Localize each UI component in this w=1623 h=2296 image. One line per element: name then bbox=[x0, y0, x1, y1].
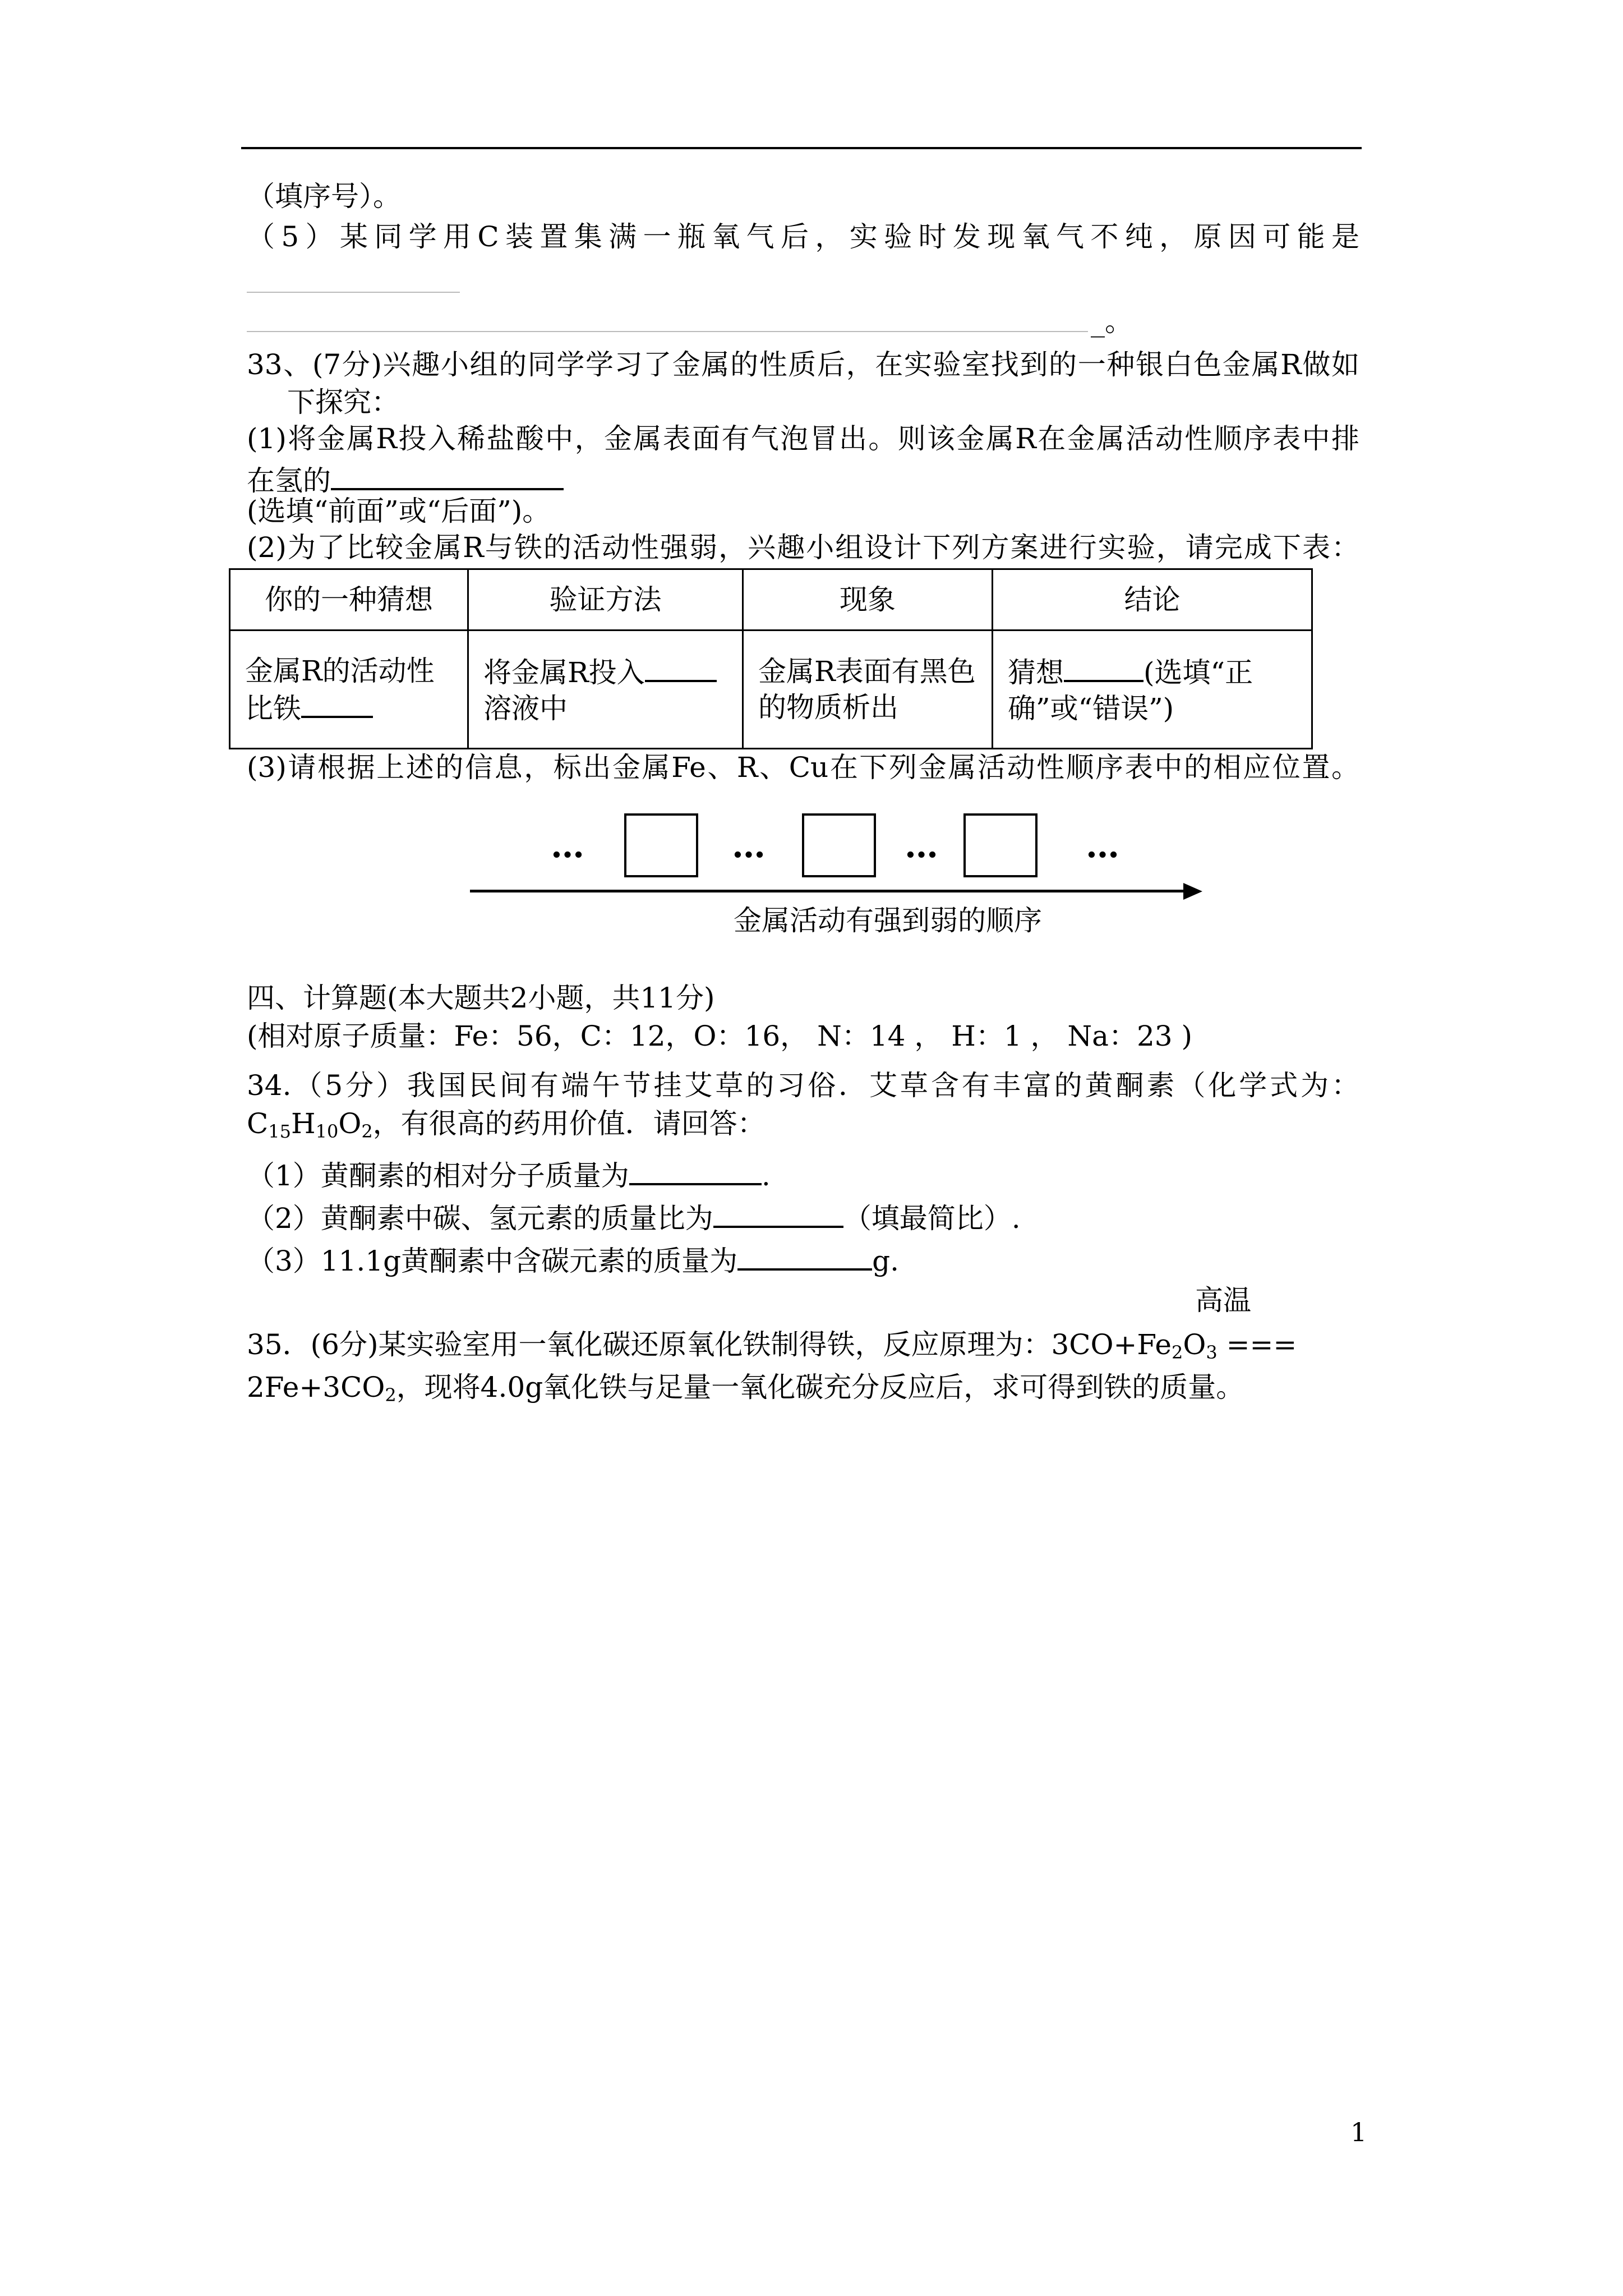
q34-sub2: （2）黄酮素中碳、氢元素的质量比为 （填最简比）. bbox=[247, 1199, 1021, 1232]
q34-line2 bbox=[247, 1107, 766, 1142]
q33-title: 33、(7分)兴趣小组的同学学习了金属的性质后，在实验室找到的一种银白色金属R做如 bbox=[247, 348, 1359, 381]
section4-title: 四、计算题(本大题共2小题，共11分) bbox=[247, 982, 715, 1014]
q34-sub1: （1）黄酮素的相对分子质量为 . bbox=[247, 1156, 771, 1190]
answer-blank-long bbox=[247, 331, 1088, 332]
ellipsis-2: … bbox=[732, 826, 768, 866]
answer-blank[interactable] bbox=[713, 1199, 843, 1228]
experiment-table bbox=[229, 568, 1313, 749]
table-header-row bbox=[230, 569, 1312, 631]
q34-sub3: （3）11.1g黄酮素中含碳元素的质量为 g. bbox=[247, 1241, 899, 1275]
q33-p1-line2-text: 在氢的 bbox=[247, 464, 331, 497]
formula: $C_{15}H_{10}O_2$ bbox=[247, 1107, 373, 1142]
q35-line2: $2Fe+3CO_2$，现将4.0g氧化铁与足量一氧化碳充分反应后，求可得到铁的质量。 bbox=[247, 1371, 1244, 1406]
q33-p2: (2)为了比较金属R与铁的活动性强弱，兴趣小组设计下列方案进行实验，请完成下表： bbox=[247, 531, 1359, 564]
guess-cell bbox=[230, 631, 468, 749]
conclusion-text-b: (选填“正 bbox=[1144, 656, 1253, 689]
equation: $3CO+Fe_2O_3$ === bbox=[1051, 1328, 1297, 1363]
q35-line1: 35．(6分)某实验室用一氧化碳还原氧化铁制得铁，反应原理为：$3CO+Fe_2O_3$ === bbox=[247, 1328, 1297, 1363]
answer-box-2[interactable] bbox=[802, 813, 876, 877]
diagram-caption: 金属活动有强到弱的顺序 bbox=[734, 904, 1042, 937]
table-header-cell: 现象 bbox=[743, 569, 993, 631]
answer-blank[interactable] bbox=[1064, 653, 1144, 682]
answer-blank-short bbox=[247, 292, 460, 293]
table-header-cell: 验证方法 bbox=[468, 569, 743, 631]
ellipsis-1: … bbox=[551, 826, 587, 866]
answer-box-1[interactable] bbox=[624, 813, 698, 877]
conclusion-text-a: 猜想 bbox=[1008, 656, 1064, 689]
q33-p1-line3: (选填“前面”或“后面”)。 bbox=[247, 495, 551, 527]
answer-blank[interactable] bbox=[301, 689, 373, 718]
arrow-head-icon bbox=[1183, 883, 1202, 900]
answer-blank[interactable] bbox=[331, 461, 564, 490]
conclusion-text-c: 确”或“错误”) bbox=[1008, 692, 1174, 725]
guess-text-a: 金属R的活动性 bbox=[245, 654, 435, 687]
method-cell bbox=[468, 631, 743, 749]
table-header-cell: 你的一种猜想 bbox=[230, 569, 468, 631]
q33-title-cont: 下探究： bbox=[287, 386, 399, 418]
method-text-b: 溶液中 bbox=[483, 692, 568, 725]
section4-masses: (相对原子质量：Fe：56，C：12，O：16， N：14 ， H：1 ， Na：23 ) bbox=[247, 1020, 1193, 1052]
method-text-a: 将金属R投入 bbox=[483, 656, 645, 689]
q34-line2-rest: ，有很高的药用价值．请回答： bbox=[372, 1107, 766, 1140]
q33-p3: (3)请根据上述的信息，标出金属Fe、R、Cu在下列金属活动性顺序表中的相应位置。 bbox=[247, 751, 1359, 784]
q33-p1-line1: (1)将金属R投入稀盐酸中，金属表面有气泡冒出。则该金属R在金属活动性顺序表中排 bbox=[247, 422, 1359, 455]
answer-blank[interactable] bbox=[645, 653, 717, 682]
page-number: 1 bbox=[1350, 2117, 1367, 2147]
answer-blank[interactable] bbox=[629, 1156, 762, 1185]
q32-line2: （5）某同学用C装置集满一瓶氧气后，实验时发现氧气不纯，原因可能是 bbox=[247, 220, 1359, 253]
arrow-line bbox=[470, 890, 1189, 892]
q33-p1-line2 bbox=[247, 461, 564, 495]
header-rule bbox=[241, 147, 1362, 149]
q32-line1: （填序号）。 bbox=[247, 180, 401, 213]
q34-line1: 34.（5分）我国民间有端午节挂艾草的习俗．艾草含有丰富的黄酮素（化学式为： bbox=[247, 1069, 1359, 1102]
guess-text-b: 比铁 bbox=[245, 692, 301, 725]
reaction-condition: 高温 bbox=[1195, 1284, 1251, 1317]
table-header-cell: 结论 bbox=[993, 569, 1312, 631]
conclusion-cell bbox=[993, 631, 1312, 749]
q32-line3-end: _。 bbox=[1091, 305, 1133, 338]
answer-blank[interactable] bbox=[737, 1241, 872, 1271]
phenomenon-cell: 金属R表面有黑色的物质析出 bbox=[743, 631, 993, 749]
ellipsis-3: … bbox=[905, 826, 940, 866]
table-row bbox=[230, 631, 1312, 749]
answer-box-3[interactable] bbox=[963, 813, 1038, 877]
ellipsis-4: … bbox=[1086, 826, 1122, 866]
